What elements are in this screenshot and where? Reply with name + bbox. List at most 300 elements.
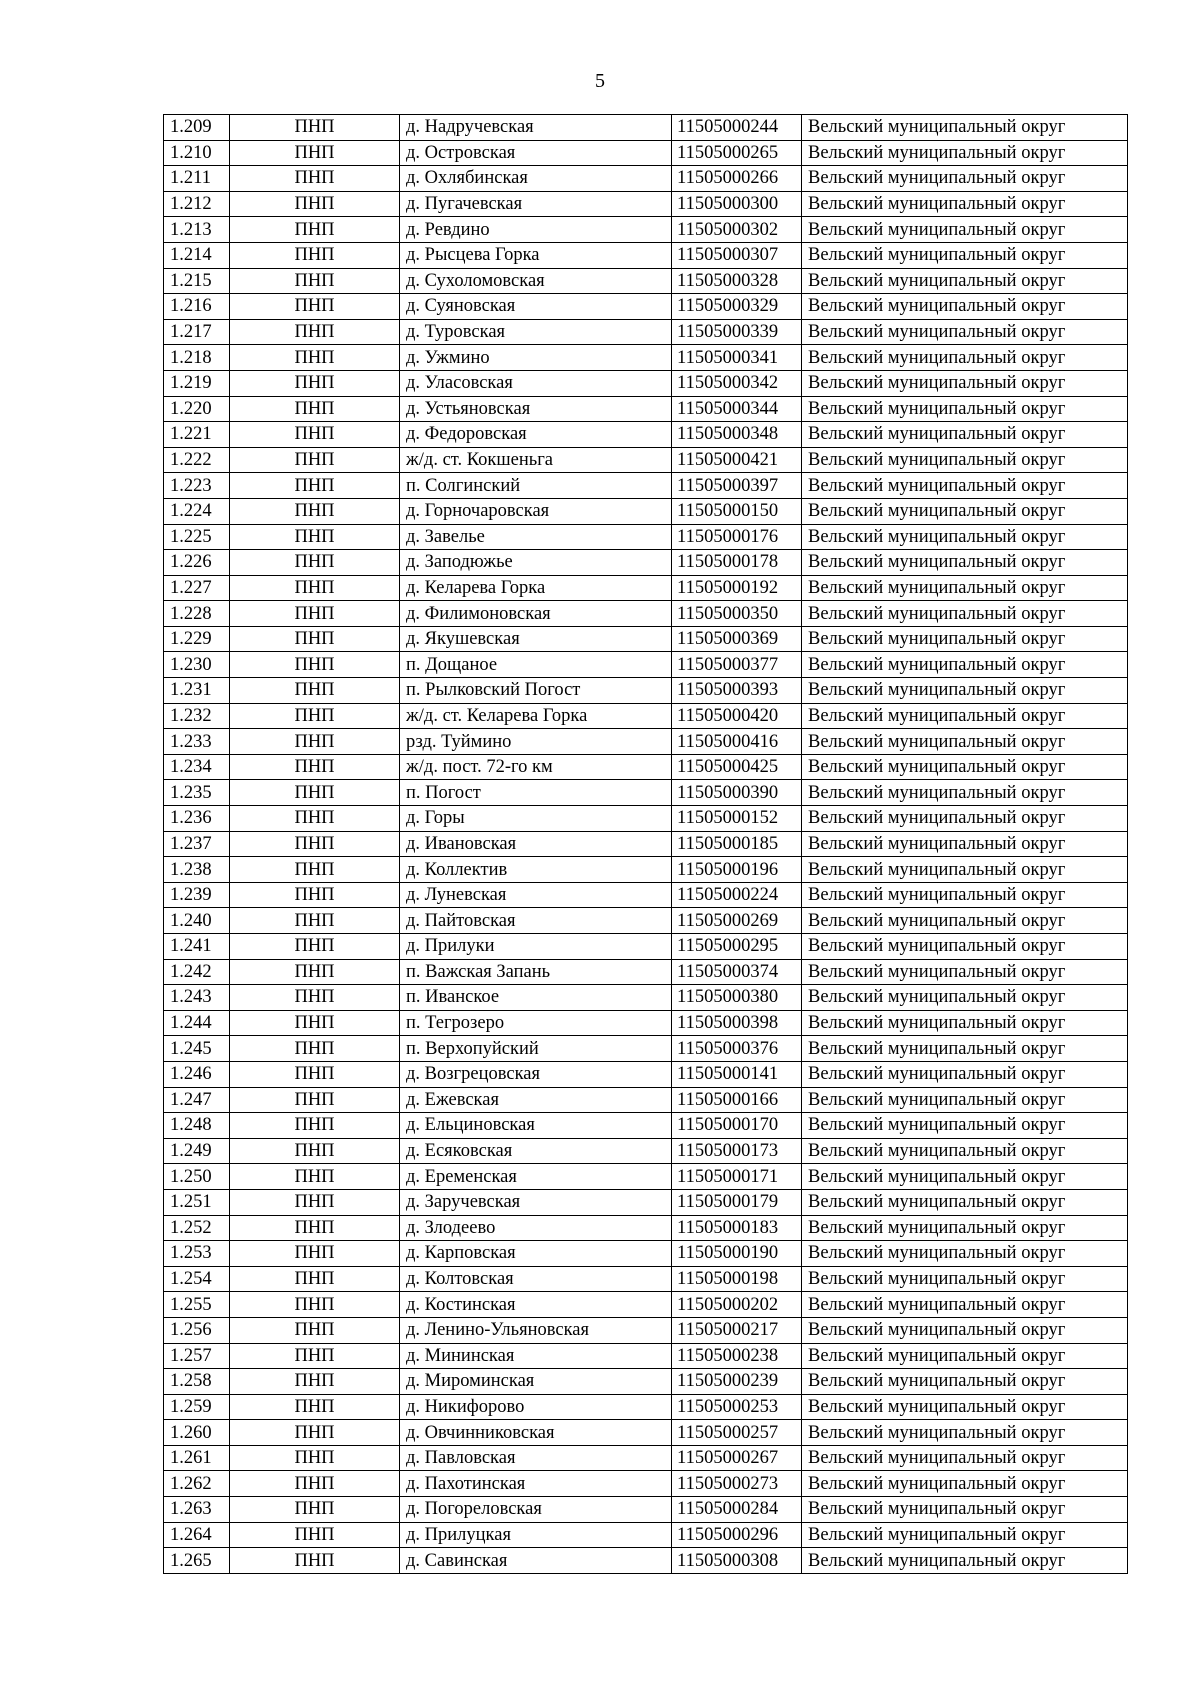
district-cell: Вельский муниципальный округ	[802, 831, 1128, 857]
row-number-cell: 1.235	[164, 780, 230, 806]
oktmo-code-cell: 11505000344	[672, 396, 802, 422]
settlement-type-cell: ПНП	[230, 396, 400, 422]
district-cell: Вельский муниципальный округ	[802, 1215, 1128, 1241]
table-row	[164, 550, 1128, 576]
oktmo-code-cell: 11505000380	[672, 985, 802, 1011]
row-number-cell: 1.236	[164, 806, 230, 832]
table-row	[164, 319, 1128, 345]
oktmo-code-cell: 11505000173	[672, 1138, 802, 1164]
settlement-type-cell: ПНП	[230, 959, 400, 985]
district-cell: Вельский муниципальный округ	[802, 242, 1128, 268]
table-body	[164, 115, 1128, 1574]
district-cell: Вельский муниципальный округ	[802, 1061, 1128, 1087]
settlement-name-cell: д. Луневская	[400, 882, 672, 908]
settlement-name-cell: д. Есяковская	[400, 1138, 672, 1164]
settlement-name-cell: д. Суяновская	[400, 294, 672, 320]
settlement-type-cell: ПНП	[230, 1266, 400, 1292]
row-number-cell: 1.260	[164, 1420, 230, 1446]
table-row	[164, 729, 1128, 755]
district-cell: Вельский муниципальный округ	[802, 1420, 1128, 1446]
settlement-type-cell: ПНП	[230, 1241, 400, 1267]
settlement-name-cell: д. Ленино-Ульяновская	[400, 1317, 672, 1343]
district-cell: Вельский муниципальный округ	[802, 1113, 1128, 1139]
oktmo-code-cell: 11505000239	[672, 1369, 802, 1395]
settlement-name-cell: д. Якушевская	[400, 626, 672, 652]
oktmo-code-cell: 11505000266	[672, 166, 802, 192]
table-row	[164, 1343, 1128, 1369]
row-number-cell: 1.228	[164, 601, 230, 627]
district-cell: Вельский муниципальный округ	[802, 498, 1128, 524]
settlement-name-cell: д. Прилуцкая	[400, 1522, 672, 1548]
settlement-type-cell: ПНП	[230, 473, 400, 499]
row-number-cell: 1.209	[164, 115, 230, 141]
settlement-name-cell: д. Ежевская	[400, 1087, 672, 1113]
oktmo-code-cell: 11505000273	[672, 1471, 802, 1497]
table-row	[164, 345, 1128, 371]
settlement-type-cell: ПНП	[230, 1522, 400, 1548]
row-number-cell: 1.254	[164, 1266, 230, 1292]
table-row	[164, 498, 1128, 524]
settlement-type-cell: ПНП	[230, 601, 400, 627]
settlement-type-cell: ПНП	[230, 217, 400, 243]
table-row	[164, 242, 1128, 268]
settlement-name-cell: д. Островская	[400, 140, 672, 166]
oktmo-code-cell: 11505000267	[672, 1445, 802, 1471]
district-cell: Вельский муниципальный округ	[802, 1548, 1128, 1574]
table-row	[164, 652, 1128, 678]
row-number-cell: 1.265	[164, 1548, 230, 1574]
table-row	[164, 678, 1128, 704]
settlement-name-cell: д. Уласовская	[400, 370, 672, 396]
settlement-name-cell: д. Келарева Горка	[400, 575, 672, 601]
district-cell: Вельский муниципальный округ	[802, 191, 1128, 217]
oktmo-code-cell: 11505000328	[672, 268, 802, 294]
settlement-name-cell: д. Пугачевская	[400, 191, 672, 217]
table-row	[164, 268, 1128, 294]
oktmo-code-cell: 11505000307	[672, 242, 802, 268]
row-number-cell: 1.226	[164, 550, 230, 576]
oktmo-code-cell: 11505000376	[672, 1036, 802, 1062]
row-number-cell: 1.262	[164, 1471, 230, 1497]
settlement-type-cell: ПНП	[230, 191, 400, 217]
district-cell: Вельский муниципальный округ	[802, 370, 1128, 396]
oktmo-code-cell: 11505000238	[672, 1343, 802, 1369]
row-number-cell: 1.251	[164, 1189, 230, 1215]
row-number-cell: 1.249	[164, 1138, 230, 1164]
settlement-name-cell: п. Верхопуйский	[400, 1036, 672, 1062]
district-cell: Вельский муниципальный округ	[802, 626, 1128, 652]
district-cell: Вельский муниципальный округ	[802, 934, 1128, 960]
district-cell: Вельский муниципальный округ	[802, 422, 1128, 448]
oktmo-code-cell: 11505000183	[672, 1215, 802, 1241]
row-number-cell: 1.248	[164, 1113, 230, 1139]
district-cell: Вельский муниципальный округ	[802, 217, 1128, 243]
settlement-name-cell: д. Завелье	[400, 524, 672, 550]
settlement-name-cell: п. Рылковский Погост	[400, 678, 672, 704]
row-number-cell: 1.242	[164, 959, 230, 985]
settlement-type-cell: ПНП	[230, 447, 400, 473]
district-cell: Вельский муниципальный округ	[802, 447, 1128, 473]
settlement-name-cell: д. Пахотинская	[400, 1471, 672, 1497]
table-row	[164, 370, 1128, 396]
table-row	[164, 985, 1128, 1011]
settlement-type-cell: ПНП	[230, 882, 400, 908]
row-number-cell: 1.231	[164, 678, 230, 704]
settlement-type-cell: ПНП	[230, 857, 400, 883]
table-row	[164, 754, 1128, 780]
row-number-cell: 1.210	[164, 140, 230, 166]
settlement-type-cell: ПНП	[230, 1061, 400, 1087]
row-number-cell: 1.246	[164, 1061, 230, 1087]
district-cell: Вельский муниципальный округ	[802, 268, 1128, 294]
row-number-cell: 1.256	[164, 1317, 230, 1343]
oktmo-code-cell: 11505000178	[672, 550, 802, 576]
table-row	[164, 294, 1128, 320]
district-cell: Вельский муниципальный округ	[802, 550, 1128, 576]
table-row	[164, 191, 1128, 217]
settlement-name-cell: п. Иванское	[400, 985, 672, 1011]
district-cell: Вельский муниципальный округ	[802, 1138, 1128, 1164]
oktmo-code-cell: 11505000348	[672, 422, 802, 448]
settlement-name-cell: д. Мироминская	[400, 1369, 672, 1395]
oktmo-code-cell: 11505000300	[672, 191, 802, 217]
table-row	[164, 1189, 1128, 1215]
district-cell: Вельский муниципальный округ	[802, 1394, 1128, 1420]
settlement-type-cell: ПНП	[230, 934, 400, 960]
table-row	[164, 575, 1128, 601]
row-number-cell: 1.220	[164, 396, 230, 422]
district-cell: Вельский муниципальный округ	[802, 1087, 1128, 1113]
district-cell: Вельский муниципальный округ	[802, 652, 1128, 678]
settlement-type-cell: ПНП	[230, 703, 400, 729]
oktmo-code-cell: 11505000339	[672, 319, 802, 345]
row-number-cell: 1.211	[164, 166, 230, 192]
settlement-type-cell: ПНП	[230, 1036, 400, 1062]
oktmo-code-cell: 11505000190	[672, 1241, 802, 1267]
settlement-type-cell: ПНП	[230, 498, 400, 524]
settlement-type-cell: ПНП	[230, 345, 400, 371]
settlement-name-cell: ж/д. ст. Келарева Горка	[400, 703, 672, 729]
settlement-name-cell: рзд. Туймино	[400, 729, 672, 755]
settlement-name-cell: д. Еременская	[400, 1164, 672, 1190]
table-row	[164, 166, 1128, 192]
row-number-cell: 1.229	[164, 626, 230, 652]
district-cell: Вельский муниципальный округ	[802, 754, 1128, 780]
oktmo-code-cell: 11505000342	[672, 370, 802, 396]
oktmo-code-cell: 11505000253	[672, 1394, 802, 1420]
table-row	[164, 1420, 1128, 1446]
district-cell: Вельский муниципальный округ	[802, 1010, 1128, 1036]
table-row	[164, 831, 1128, 857]
settlement-name-cell: д. Погореловская	[400, 1497, 672, 1523]
row-number-cell: 1.223	[164, 473, 230, 499]
row-number-cell: 1.243	[164, 985, 230, 1011]
settlement-type-cell: ПНП	[230, 1113, 400, 1139]
table-row	[164, 703, 1128, 729]
oktmo-code-cell: 11505000150	[672, 498, 802, 524]
district-cell: Вельский муниципальный округ	[802, 1164, 1128, 1190]
row-number-cell: 1.252	[164, 1215, 230, 1241]
district-cell: Вельский муниципальный округ	[802, 166, 1128, 192]
oktmo-code-cell: 11505000141	[672, 1061, 802, 1087]
oktmo-code-cell: 11505000374	[672, 959, 802, 985]
district-cell: Вельский муниципальный округ	[802, 908, 1128, 934]
table-row	[164, 1164, 1128, 1190]
oktmo-code-cell: 11505000196	[672, 857, 802, 883]
row-number-cell: 1.241	[164, 934, 230, 960]
oktmo-code-cell: 11505000390	[672, 780, 802, 806]
settlement-type-cell: ПНП	[230, 1138, 400, 1164]
oktmo-code-cell: 11505000350	[672, 601, 802, 627]
district-cell: Вельский муниципальный округ	[802, 1241, 1128, 1267]
settlement-type-cell: ПНП	[230, 780, 400, 806]
settlement-type-cell: ПНП	[230, 115, 400, 141]
table-row	[164, 1087, 1128, 1113]
district-cell: Вельский муниципальный округ	[802, 678, 1128, 704]
settlement-name-cell: д. Филимоновская	[400, 601, 672, 627]
district-cell: Вельский муниципальный округ	[802, 703, 1128, 729]
table-row	[164, 1215, 1128, 1241]
table-row	[164, 140, 1128, 166]
settlements-table	[163, 114, 1128, 1574]
district-cell: Вельский муниципальный округ	[802, 396, 1128, 422]
table-row	[164, 959, 1128, 985]
row-number-cell: 1.253	[164, 1241, 230, 1267]
oktmo-code-cell: 11505000369	[672, 626, 802, 652]
settlement-name-cell: д. Горы	[400, 806, 672, 832]
settlement-type-cell: ПНП	[230, 1369, 400, 1395]
district-cell: Вельский муниципальный округ	[802, 857, 1128, 883]
district-cell: Вельский муниципальный округ	[802, 1445, 1128, 1471]
district-cell: Вельский муниципальный округ	[802, 1036, 1128, 1062]
settlement-type-cell: ПНП	[230, 242, 400, 268]
district-cell: Вельский муниципальный округ	[802, 1522, 1128, 1548]
row-number-cell: 1.244	[164, 1010, 230, 1036]
district-cell: Вельский муниципальный округ	[802, 985, 1128, 1011]
row-number-cell: 1.261	[164, 1445, 230, 1471]
row-number-cell: 1.217	[164, 319, 230, 345]
settlement-type-cell: ПНП	[230, 422, 400, 448]
settlement-name-cell: д. Коллектив	[400, 857, 672, 883]
settlement-name-cell: д. Ивановская	[400, 831, 672, 857]
settlement-name-cell: д. Охлябинская	[400, 166, 672, 192]
settlement-type-cell: ПНП	[230, 524, 400, 550]
oktmo-code-cell: 11505000217	[672, 1317, 802, 1343]
district-cell: Вельский муниципальный округ	[802, 1189, 1128, 1215]
oktmo-code-cell: 11505000244	[672, 115, 802, 141]
settlement-name-cell: п. Дощаное	[400, 652, 672, 678]
row-number-cell: 1.221	[164, 422, 230, 448]
settlement-name-cell: п. Тегрозеро	[400, 1010, 672, 1036]
settlement-type-cell: ПНП	[230, 1445, 400, 1471]
oktmo-code-cell: 11505000265	[672, 140, 802, 166]
row-number-cell: 1.219	[164, 370, 230, 396]
settlement-type-cell: ПНП	[230, 754, 400, 780]
settlement-name-cell: д. Федоровская	[400, 422, 672, 448]
table-row	[164, 115, 1128, 141]
district-cell: Вельский муниципальный округ	[802, 524, 1128, 550]
settlement-type-cell: ПНП	[230, 294, 400, 320]
district-cell: Вельский муниципальный округ	[802, 1343, 1128, 1369]
settlement-type-cell: ПНП	[230, 1189, 400, 1215]
district-cell: Вельский муниципальный округ	[802, 345, 1128, 371]
settlement-name-cell: д. Павловская	[400, 1445, 672, 1471]
oktmo-code-cell: 11505000269	[672, 908, 802, 934]
row-number-cell: 1.224	[164, 498, 230, 524]
settlement-type-cell: ПНП	[230, 985, 400, 1011]
settlement-type-cell: ПНП	[230, 319, 400, 345]
district-cell: Вельский муниципальный округ	[802, 882, 1128, 908]
settlement-name-cell: п. Солгинский	[400, 473, 672, 499]
oktmo-code-cell: 11505000329	[672, 294, 802, 320]
row-number-cell: 1.264	[164, 1522, 230, 1548]
settlement-name-cell: д. Злодеево	[400, 1215, 672, 1241]
district-cell: Вельский муниципальный округ	[802, 1317, 1128, 1343]
table-row	[164, 217, 1128, 243]
page-number: 5	[595, 70, 605, 92]
row-number-cell: 1.250	[164, 1164, 230, 1190]
row-number-cell: 1.238	[164, 857, 230, 883]
table-row	[164, 908, 1128, 934]
row-number-cell: 1.240	[164, 908, 230, 934]
row-number-cell: 1.218	[164, 345, 230, 371]
district-cell: Вельский муниципальный округ	[802, 806, 1128, 832]
district-cell: Вельский муниципальный округ	[802, 959, 1128, 985]
settlement-name-cell: ж/д. пост. 72-го км	[400, 754, 672, 780]
settlement-type-cell: ПНП	[230, 1420, 400, 1446]
oktmo-code-cell: 11505000416	[672, 729, 802, 755]
oktmo-code-cell: 11505000198	[672, 1266, 802, 1292]
settlement-name-cell: д. Костинская	[400, 1292, 672, 1318]
table-row	[164, 806, 1128, 832]
settlement-name-cell: д. Надручевская	[400, 115, 672, 141]
settlement-name-cell: д. Пайтовская	[400, 908, 672, 934]
oktmo-code-cell: 11505000179	[672, 1189, 802, 1215]
settlement-type-cell: ПНП	[230, 1548, 400, 1574]
settlement-name-cell: д. Овчинниковская	[400, 1420, 672, 1446]
row-number-cell: 1.257	[164, 1343, 230, 1369]
row-number-cell: 1.258	[164, 1369, 230, 1395]
oktmo-code-cell: 11505000224	[672, 882, 802, 908]
row-number-cell: 1.213	[164, 217, 230, 243]
settlement-type-cell: ПНП	[230, 1497, 400, 1523]
row-number-cell: 1.225	[164, 524, 230, 550]
settlement-type-cell: ПНП	[230, 729, 400, 755]
settlement-type-cell: ПНП	[230, 1292, 400, 1318]
settlement-type-cell: ПНП	[230, 831, 400, 857]
table-row	[164, 934, 1128, 960]
district-cell: Вельский муниципальный округ	[802, 140, 1128, 166]
oktmo-code-cell: 11505000170	[672, 1113, 802, 1139]
settlement-name-cell: д. Колтовская	[400, 1266, 672, 1292]
settlement-name-cell: д. Ельциновская	[400, 1113, 672, 1139]
row-number-cell: 1.216	[164, 294, 230, 320]
table-row	[164, 1292, 1128, 1318]
row-number-cell: 1.237	[164, 831, 230, 857]
oktmo-code-cell: 11505000176	[672, 524, 802, 550]
row-number-cell: 1.212	[164, 191, 230, 217]
row-number-cell: 1.232	[164, 703, 230, 729]
settlement-type-cell: ПНП	[230, 652, 400, 678]
table-row	[164, 1445, 1128, 1471]
table-row	[164, 1522, 1128, 1548]
settlement-type-cell: ПНП	[230, 1010, 400, 1036]
settlement-type-cell: ПНП	[230, 140, 400, 166]
table-row	[164, 857, 1128, 883]
settlement-name-cell: д. Заручевская	[400, 1189, 672, 1215]
row-number-cell: 1.227	[164, 575, 230, 601]
settlement-name-cell: д. Рысцева Горка	[400, 242, 672, 268]
row-number-cell: 1.215	[164, 268, 230, 294]
settlement-type-cell: ПНП	[230, 575, 400, 601]
district-cell: Вельский муниципальный округ	[802, 319, 1128, 345]
settlement-type-cell: ПНП	[230, 908, 400, 934]
oktmo-code-cell: 11505000166	[672, 1087, 802, 1113]
settlement-name-cell: ж/д. ст. Кокшеньга	[400, 447, 672, 473]
row-number-cell: 1.245	[164, 1036, 230, 1062]
row-number-cell: 1.239	[164, 882, 230, 908]
table-row	[164, 1369, 1128, 1395]
district-cell: Вельский муниципальный округ	[802, 1471, 1128, 1497]
table-row	[164, 1317, 1128, 1343]
table-row	[164, 1497, 1128, 1523]
settlement-type-cell: ПНП	[230, 678, 400, 704]
settlement-name-cell: д. Туровская	[400, 319, 672, 345]
oktmo-code-cell: 11505000377	[672, 652, 802, 678]
district-cell: Вельский муниципальный округ	[802, 601, 1128, 627]
district-cell: Вельский муниципальный округ	[802, 294, 1128, 320]
table-row	[164, 1113, 1128, 1139]
oktmo-code-cell: 11505000152	[672, 806, 802, 832]
row-number-cell: 1.234	[164, 754, 230, 780]
oktmo-code-cell: 11505000397	[672, 473, 802, 499]
table-row	[164, 1061, 1128, 1087]
row-number-cell: 1.233	[164, 729, 230, 755]
settlement-type-cell: ПНП	[230, 806, 400, 832]
oktmo-code-cell: 11505000284	[672, 1497, 802, 1523]
settlement-type-cell: ПНП	[230, 1087, 400, 1113]
settlement-name-cell: д. Сухоломовская	[400, 268, 672, 294]
settlement-type-cell: ПНП	[230, 1164, 400, 1190]
table-row	[164, 601, 1128, 627]
settlement-type-cell: ПНП	[230, 268, 400, 294]
oktmo-code-cell: 11505000295	[672, 934, 802, 960]
settlement-type-cell: ПНП	[230, 1394, 400, 1420]
oktmo-code-cell: 11505000171	[672, 1164, 802, 1190]
oktmo-code-cell: 11505000296	[672, 1522, 802, 1548]
oktmo-code-cell: 11505000420	[672, 703, 802, 729]
table-row	[164, 447, 1128, 473]
settlement-type-cell: ПНП	[230, 370, 400, 396]
table-row	[164, 1241, 1128, 1267]
table-row	[164, 396, 1128, 422]
district-cell: Вельский муниципальный округ	[802, 729, 1128, 755]
row-number-cell: 1.230	[164, 652, 230, 678]
settlement-name-cell: д. Ужмино	[400, 345, 672, 371]
oktmo-code-cell: 11505000302	[672, 217, 802, 243]
table-row	[164, 1036, 1128, 1062]
settlement-type-cell: ПНП	[230, 550, 400, 576]
table-row	[164, 1138, 1128, 1164]
district-cell: Вельский муниципальный округ	[802, 1292, 1128, 1318]
district-cell: Вельский муниципальный округ	[802, 1266, 1128, 1292]
oktmo-code-cell: 11505000257	[672, 1420, 802, 1446]
oktmo-code-cell: 11505000308	[672, 1548, 802, 1574]
table-row	[164, 524, 1128, 550]
settlement-name-cell: д. Горночаровская	[400, 498, 672, 524]
settlement-name-cell: д. Савинская	[400, 1548, 672, 1574]
settlement-type-cell: ПНП	[230, 1343, 400, 1369]
